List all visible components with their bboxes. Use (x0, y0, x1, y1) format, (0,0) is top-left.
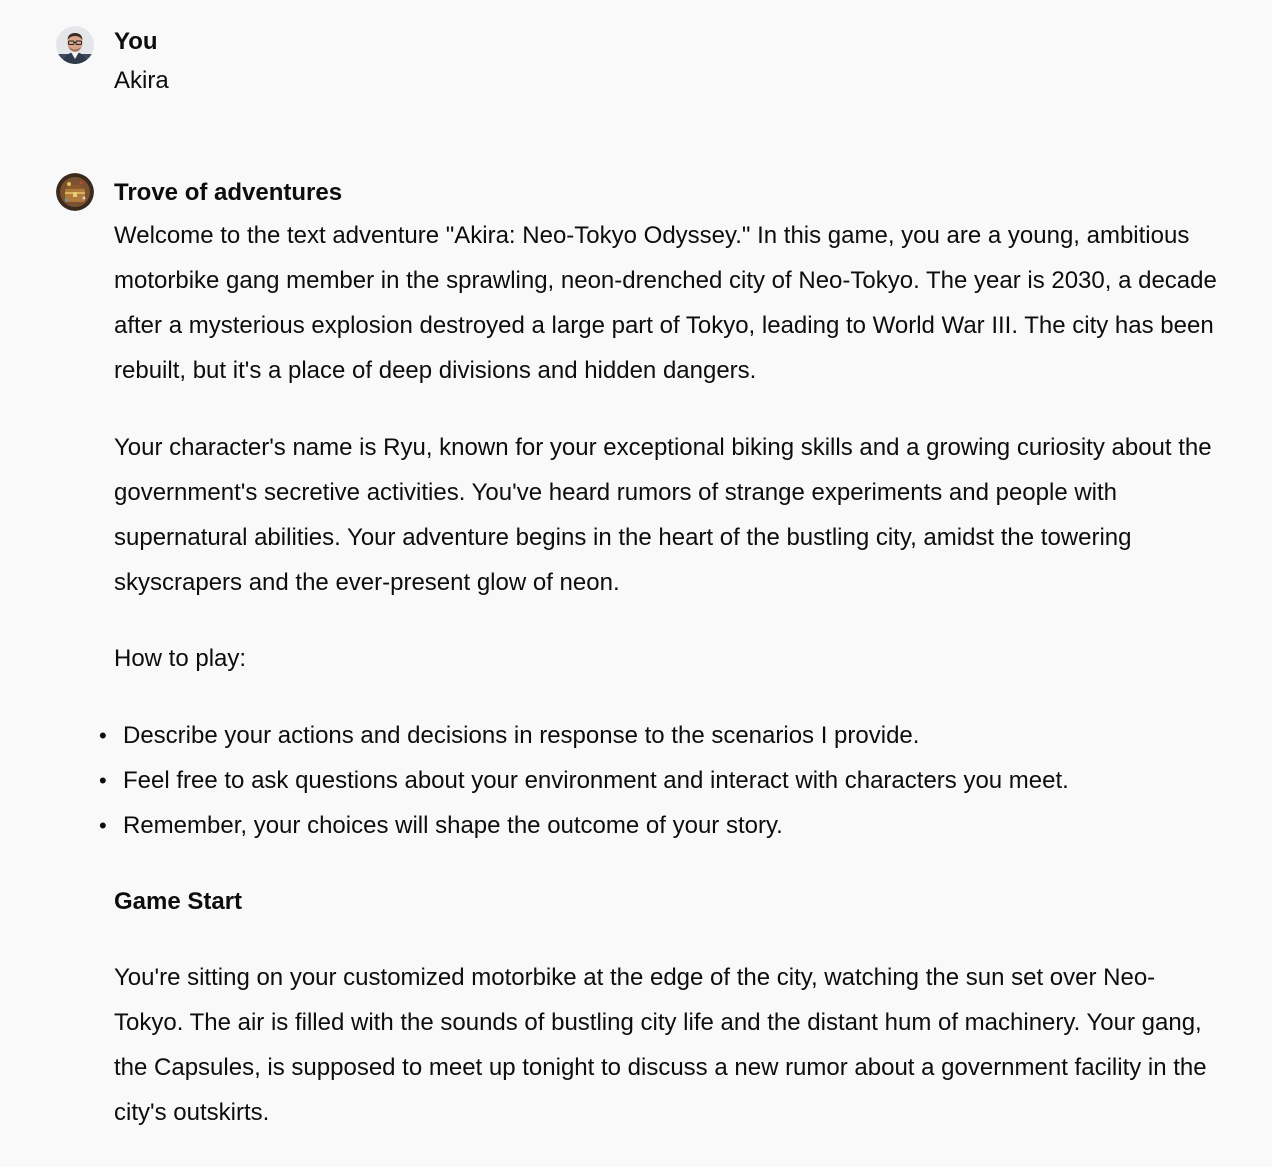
intro-paragraph: Your character's name is Ryu, known for your exceptional biking skills and a growing curiosity about the government's secretive activities. You've heard rumors of strange experiments and people with supernatural abilities. Your adventure begins in the heart of the bustling city, amidst the towering skyscrapers and the ever-present glow of neon. (114, 434, 1212, 596)
user-message-text: Akira (114, 67, 169, 94)
how-to-play-label: How to play: (114, 645, 247, 672)
trove-of-adventures-avatar-icon (56, 173, 94, 211)
list-item-text: Feel free to ask questions about your environment and interact with characters you meet. (123, 767, 1069, 794)
list-item (99, 803, 1224, 848)
how-to-play-list (99, 713, 1224, 848)
bullet-icon: • (99, 768, 107, 793)
game-start-paragraph: You're sitting on your customized motorbike at the edge of the city, watching the sun set over Neo-Tokyo. The air is filled with the sounds of bustling city life and the distant hum of machinery. Your gang, the Capsules, is supposed to meet up tonight to discuss a new rumor about a government facility in the city's outskirts. (114, 964, 1207, 1126)
list-item (99, 713, 1224, 758)
intro-paragraph: Welcome to the text adventure "Akira: Neo-Tokyo Odyssey." In this game, you are a young, ambitious motorbike gang member in the sprawling, neon-drenched city of Neo-Tokyo. The year is 2030, a decade after a mysterious explosion destroyed a large part of Tokyo, leading to World War III. The city has been rebuilt, but it's a place of deep divisions and hidden dangers. (114, 222, 1217, 384)
bullet-icon: • (99, 723, 107, 748)
assistant-author-name: Trove of adventures (114, 179, 343, 206)
user-author-name: You (114, 28, 158, 55)
game-start-heading: Game Start (114, 888, 243, 915)
bullet-icon: • (99, 813, 107, 838)
assistant-message-body (99, 213, 1224, 1167)
list-item (99, 758, 1224, 803)
list-item-text: Describe your actions and decisions in response to the scenarios I provide. (123, 722, 920, 749)
user-avatar-icon (56, 26, 94, 64)
list-item-text: Remember, your choices will shape the outcome of your story. (123, 812, 783, 839)
